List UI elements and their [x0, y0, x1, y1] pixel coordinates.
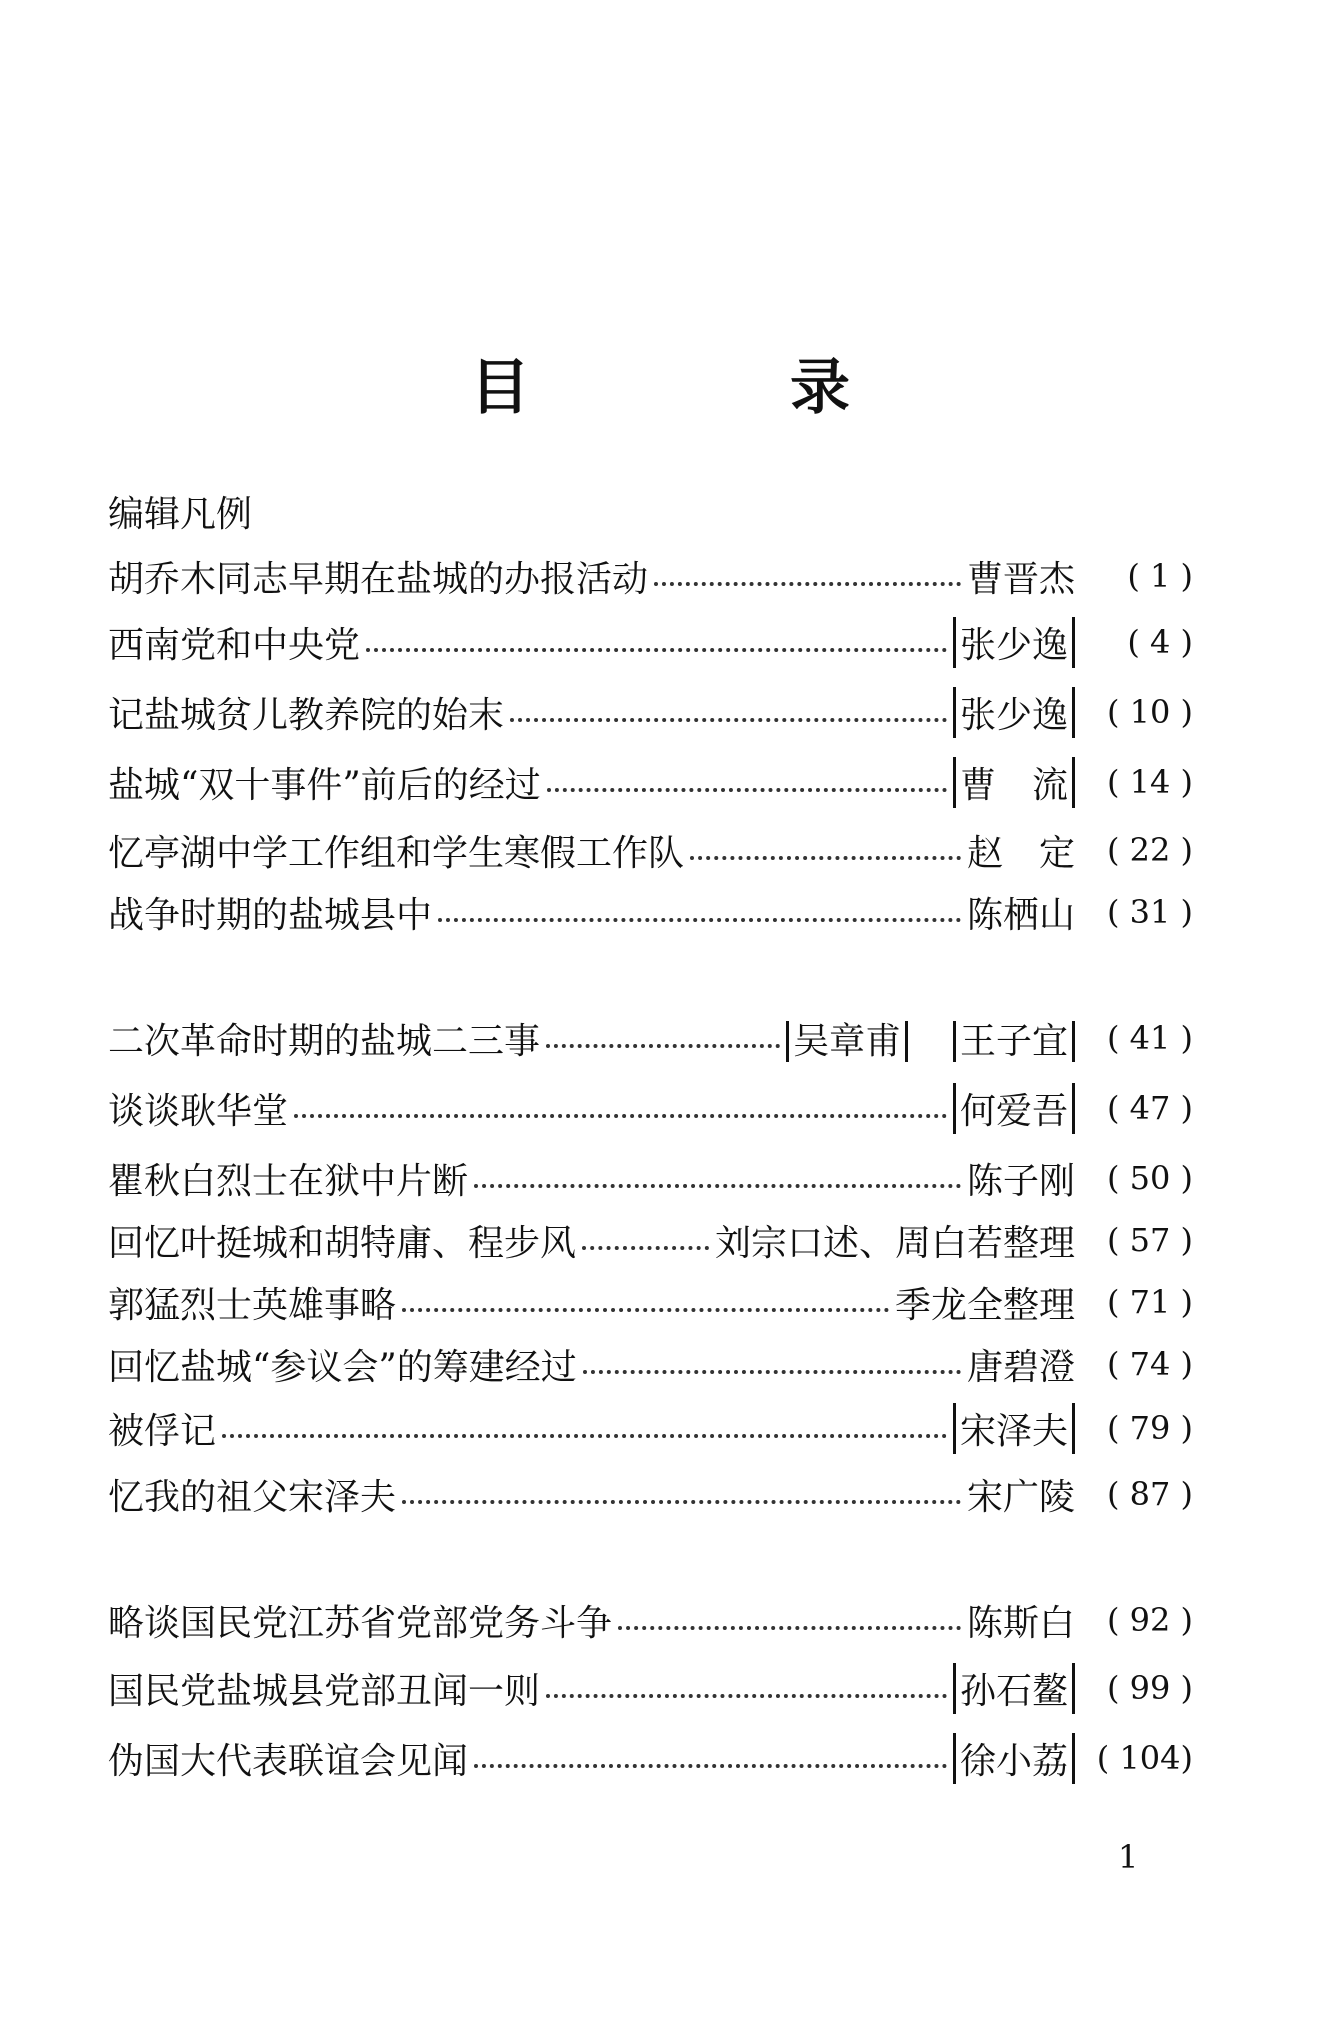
entry-page: ( 41 ): [1106, 1019, 1193, 1057]
entry-author-2: 王子宜: [953, 1021, 1075, 1062]
entry-title: 二次革命时期的盐城二三事: [108, 1020, 541, 1062]
entry-page: ( 14 ): [1106, 763, 1193, 801]
entry-title: 国民党盐城县党部丑闻一则: [108, 1670, 541, 1712]
entry-author: 宋广陵: [966, 1476, 1075, 1518]
toc-entry: [108, 822, 1193, 878]
entry-title: 伪国大代表联谊会见闻: [108, 1740, 469, 1782]
dot-leader: [618, 1614, 961, 1630]
entry-page: ( 74 ): [1106, 1345, 1193, 1383]
dot-leader: [366, 636, 947, 652]
dot-leader: [546, 1032, 780, 1048]
entry-authors: [786, 1013, 1075, 1064]
entry-author: 赵 定: [966, 832, 1075, 874]
dot-leader: [474, 1172, 961, 1188]
entry-page: ( 10 ): [1106, 693, 1193, 731]
dot-leader: [690, 844, 961, 860]
toc-intro-item: 编辑凡例: [108, 494, 253, 535]
entry-title: 西南党和中央党: [108, 624, 361, 666]
entry-author: 孙石鳌: [953, 1663, 1075, 1714]
entry-title: 回忆叶挺城和胡特庸、程步风: [108, 1222, 577, 1264]
entry-page: ( 104): [1096, 1739, 1193, 1777]
entry-author: 曹 流: [953, 757, 1075, 808]
dot-leader: [654, 570, 961, 586]
entry-title: 略谈国民党江苏省党部党务斗争: [108, 1602, 613, 1644]
entry-page: ( 22 ): [1106, 831, 1193, 869]
entry-title: 回忆盐城“参议会”的筹建经过: [108, 1346, 577, 1388]
entry-author: 张少逸: [953, 617, 1075, 668]
toc-entry: [108, 1400, 1193, 1456]
entry-author: 张少逸: [953, 687, 1075, 738]
entry-page: ( 99 ): [1106, 1669, 1193, 1707]
dot-leader: [546, 1682, 947, 1698]
dot-leader: [547, 776, 947, 792]
entry-title: 瞿秋白烈士在狱中片断: [108, 1160, 469, 1202]
entry-author: 陈子刚: [966, 1160, 1075, 1202]
toc-entry: [108, 1010, 1193, 1066]
toc-entry: [108, 1592, 1193, 1648]
entry-page: ( 47 ): [1106, 1089, 1193, 1127]
toc-entry: [108, 1150, 1193, 1206]
entry-page: ( 87 ): [1106, 1475, 1193, 1513]
toc-entry: [108, 614, 1193, 670]
entry-author: 季龙全整理: [894, 1284, 1075, 1326]
dot-leader: [294, 1102, 947, 1118]
entry-page: ( 71 ): [1106, 1283, 1193, 1321]
entry-page: ( 50 ): [1106, 1159, 1193, 1197]
toc-entry: [108, 1274, 1193, 1330]
entry-page: ( 92 ): [1106, 1601, 1193, 1639]
page-title: 目 录: [470, 353, 950, 423]
dot-leader: [510, 706, 947, 722]
entry-title: 记盐城贫儿教养院的始末: [108, 694, 505, 736]
entry-author: 刘宗口述、周白若整理: [714, 1222, 1075, 1264]
dot-leader: [438, 906, 961, 922]
entry-title: 忆亭湖中学工作组和学生寒假工作队: [108, 832, 685, 874]
toc-entry: [108, 1336, 1193, 1392]
entry-page: ( 57 ): [1106, 1221, 1193, 1259]
toc-entry: [108, 1212, 1193, 1268]
entry-title: 忆我的祖父宋泽夫: [108, 1476, 397, 1518]
toc-entry: [108, 1466, 1193, 1522]
entry-title: 被俘记: [108, 1410, 217, 1452]
entry-author: 徐小荔: [953, 1733, 1075, 1784]
dot-leader: [402, 1488, 961, 1504]
entry-title: 战争时期的盐城县中: [108, 894, 433, 936]
entry-title: 胡乔木同志早期在盐城的办报活动: [108, 558, 649, 600]
toc-entry: [108, 548, 1193, 604]
toc-entry: [108, 1660, 1193, 1716]
toc-entry: [108, 1730, 1193, 1786]
entry-author: 曹晋杰: [966, 558, 1075, 600]
entry-page: ( 31 ): [1106, 893, 1193, 931]
toc-entry: [108, 884, 1193, 940]
dot-leader: [402, 1296, 889, 1312]
entry-author: 唐碧澄: [966, 1346, 1075, 1388]
entry-author: 陈斯白: [966, 1602, 1075, 1644]
entry-page: ( 4 ): [1127, 623, 1193, 661]
page-number: 1: [1118, 1838, 1139, 1876]
dot-leader: [582, 1234, 709, 1250]
toc-entry: [108, 754, 1193, 810]
entry-author: 宋泽夫: [953, 1403, 1075, 1454]
entry-author: 吴章甫: [786, 1021, 908, 1062]
toc-entry: [108, 1080, 1193, 1136]
entry-page: ( 79 ): [1106, 1409, 1193, 1447]
dot-leader: [222, 1422, 947, 1438]
entry-title: 盐城“双十事件”前后的经过: [108, 764, 541, 806]
entry-title: 郭猛烈士英雄事略: [108, 1284, 397, 1326]
toc-entry: [108, 684, 1193, 740]
entry-author: 陈栖山: [966, 894, 1075, 936]
entry-page: ( 1 ): [1127, 557, 1193, 595]
entry-title: 谈谈耿华堂: [108, 1090, 289, 1132]
dot-leader: [474, 1752, 947, 1768]
entry-author: 何爱吾: [953, 1083, 1075, 1134]
dot-leader: [583, 1358, 961, 1374]
